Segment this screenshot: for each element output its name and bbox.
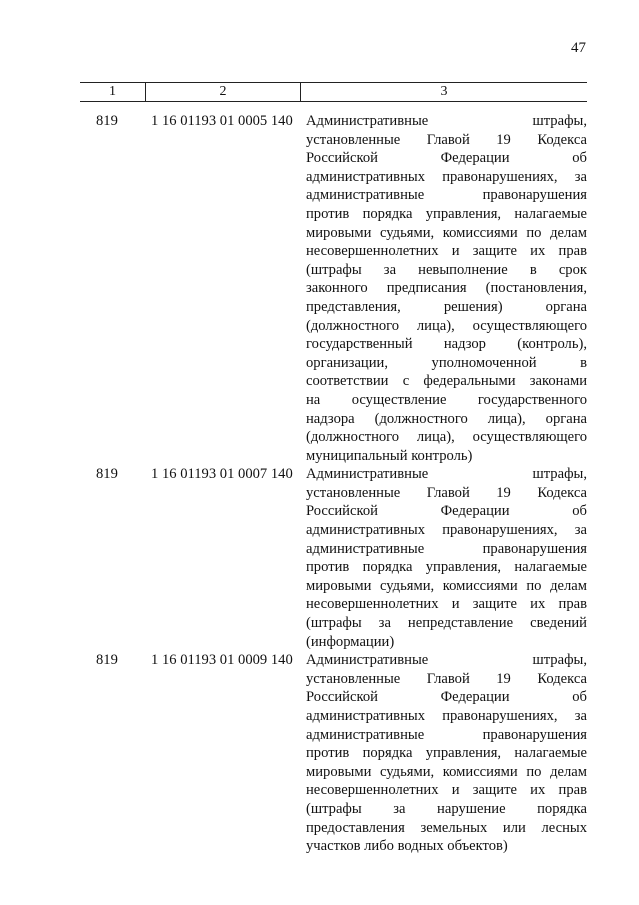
description-line: административные правонарушения: [306, 187, 587, 204]
description-line: соответствии с федеральными законами: [306, 373, 587, 390]
description-line: несовершеннолетних и защите их прав: [306, 596, 587, 613]
description-line: Российской Федерации об: [306, 503, 587, 520]
description-line: административных правонарушениях, за: [306, 168, 587, 185]
description-line: представления, решения) органа: [306, 298, 587, 315]
cell-description: [306, 651, 587, 856]
cell-chapter-code: 819: [96, 466, 118, 483]
table-row: [80, 112, 587, 465]
description-line: установленные Главой 19 Кодекса: [306, 484, 587, 501]
description-line: законного предписания (постановления,: [306, 280, 587, 297]
description-line: административных правонарушениях, за: [306, 708, 587, 724]
description-line: против порядка управления, налагаемые: [306, 205, 587, 222]
description-line: административные правонарушения: [306, 726, 587, 743]
table-row: [80, 465, 587, 651]
cell-income-code: 1 16 01193 01 0009 140: [151, 652, 293, 669]
table-body: [80, 112, 587, 856]
description-line: установленные Главой 19 Кодекса: [306, 131, 587, 148]
description-line: (штрафы за невыполнение в срок: [306, 261, 587, 278]
header-col-3: 3: [440, 84, 448, 99]
description-line: мировыми судьями, комиссиями по делам: [306, 763, 587, 780]
description-line: Российской Федерации об: [306, 150, 587, 167]
description-line: против порядка управления, налагаемые: [306, 559, 587, 576]
table-row: [80, 651, 587, 856]
description-line: на осуществление государственного: [306, 391, 587, 408]
description-line: Административные штрафы,: [306, 113, 587, 129]
table-header: [80, 82, 587, 102]
cell-income-code: 1 16 01193 01 0005 140: [151, 113, 293, 129]
description-line: организации, уполномоченной в: [306, 354, 587, 371]
description-line: (должностного лица), осуществляющего: [306, 429, 587, 446]
header-col-1: 1: [80, 83, 146, 101]
description-line: (штрафы за нарушение порядка: [306, 800, 587, 817]
description-line: (информации): [306, 633, 395, 650]
description-line: муниципальный контроль): [306, 447, 473, 464]
description-line: мировыми судьями, комиссиями по делам: [306, 577, 587, 594]
description-line: Административные штрафы,: [306, 652, 587, 669]
page-number: 47: [571, 40, 586, 56]
description-line: предоставления земельных или лесных: [306, 819, 587, 836]
description-line: участков либо водных объектов): [306, 838, 508, 855]
description-line: Административные штрафы,: [306, 466, 587, 483]
cell-chapter-code: 819: [96, 652, 118, 669]
description-line: надзора (должностного лица), органа: [306, 410, 587, 427]
cell-description: [306, 112, 587, 465]
cell-income-code: 1 16 01193 01 0007 140: [151, 466, 293, 483]
description-line: мировыми судьями, комиссиями по делам: [306, 224, 587, 241]
description-line: (штрафы за непредставление сведений: [306, 615, 587, 632]
cell-chapter-code: 819: [96, 113, 118, 129]
description-line: административных правонарушениях, за: [306, 522, 587, 539]
description-line: Российской Федерации об: [306, 689, 587, 706]
description-line: установленные Главой 19 Кодекса: [306, 670, 587, 687]
description-line: (должностного лица), осуществляющего: [306, 317, 587, 334]
description-line: против порядка управления, налагаемые: [306, 745, 587, 762]
cell-description: [306, 465, 587, 651]
header-col-2: 2: [146, 83, 301, 101]
description-line: несовершеннолетних и защите их прав: [306, 782, 587, 799]
description-line: административные правонарушения: [306, 540, 587, 557]
description-line: несовершеннолетних и защите их прав: [306, 243, 587, 260]
description-line: государственный надзор (контроль),: [306, 336, 587, 353]
